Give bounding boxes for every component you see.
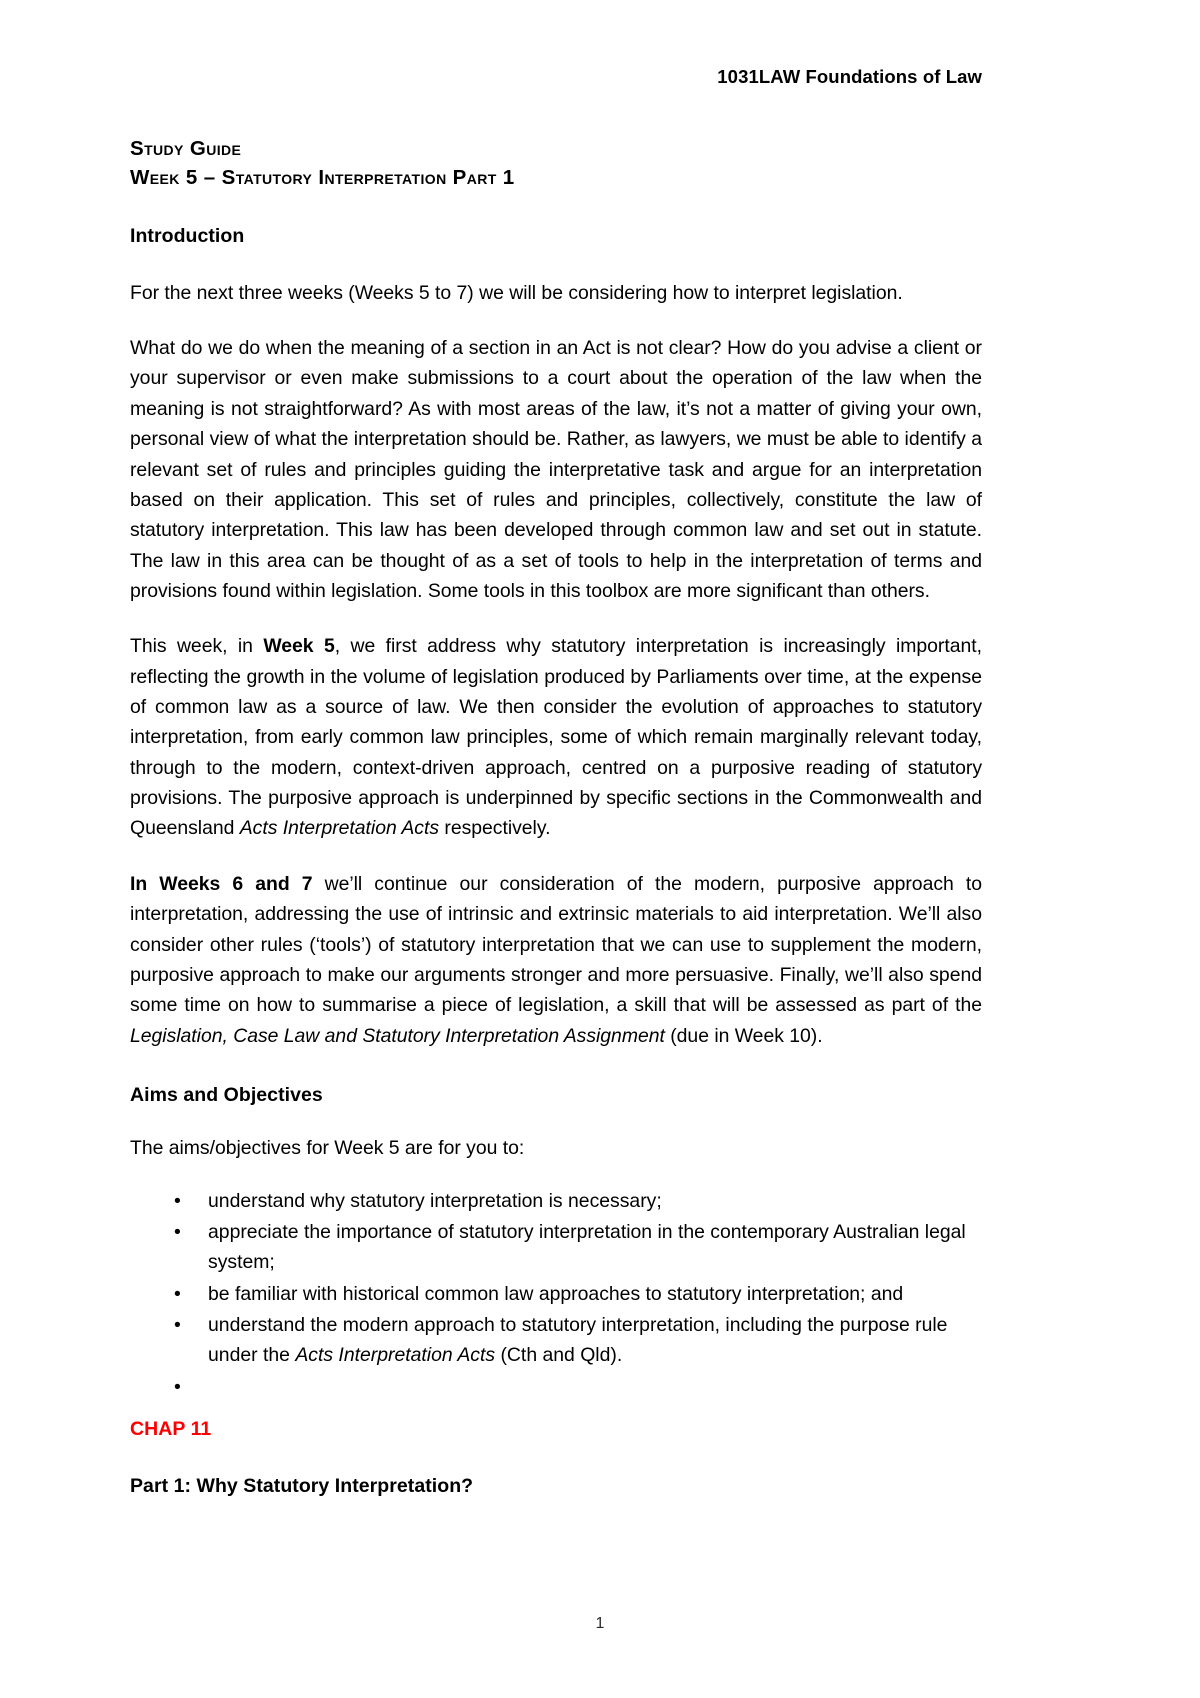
intro-paragraph-4 xyxy=(130,869,982,1051)
intro-paragraph-1: For the next three weeks (Weeks 5 to 7) we will be considering how to interpret legislation. xyxy=(130,281,903,304)
chapter-note: CHAP 11 xyxy=(130,1417,212,1440)
list-item xyxy=(130,1279,982,1309)
p4-segment-4: (due in Week 10). xyxy=(664,1024,823,1047)
list-item-label: understand why statutory interpretation is necessary; xyxy=(208,1189,662,1212)
p4-weeks-bold: In Weeks 6 and 7 xyxy=(130,872,313,895)
heading-introduction: Introduction xyxy=(130,225,245,248)
bullet-icon: • xyxy=(174,1314,181,1337)
list-item-label: be familiar with historical common law approaches to statutory interpretation; and xyxy=(208,1282,904,1305)
p3-segment-1: This week, in xyxy=(130,635,264,658)
list-item-label: appreciate the importance of statutory interpretation in the contemporary Australian legal system; xyxy=(208,1221,966,1274)
heading-aims-and-objectives: Aims and Objectives xyxy=(130,1083,323,1106)
bullet-icon: • xyxy=(174,1189,181,1212)
document-title-block xyxy=(130,134,982,192)
page-number: 1 xyxy=(595,1615,605,1632)
list-item-acts-italic: Acts Interpretation Acts xyxy=(295,1344,496,1367)
heading-part-1: Part 1: Why Statutory Interpretation? xyxy=(130,1475,474,1498)
intro-paragraph-3 xyxy=(130,631,982,844)
p4-segment-2: we’ll continue our consideration of the modern, purposive approach to interpretation, addressing the use of intrinsic and extrinsic materials to aid interpretation. We’ll also consider other rules (‘tools’) of statutory interpretation that we can use to supplement the modern, purposive approach to make our arguments stronger and more persuasive. Finally, we’ll also spend some time on how to summarise a piece of legislation, a skill that will be assessed as part of the xyxy=(130,872,982,1017)
p3-acts-italic: Acts Interpretation Acts xyxy=(239,817,440,840)
p3-segment-5: respectively. xyxy=(439,817,551,840)
aims-list xyxy=(130,1186,982,1398)
list-item-empty xyxy=(130,1372,982,1398)
aims-intro-line: The aims/objectives for Week 5 are for you to: xyxy=(130,1137,525,1160)
p3-week5-bold: Week 5 xyxy=(263,635,335,658)
study-guide-title: Study Guide xyxy=(130,137,242,161)
list-item xyxy=(130,1310,982,1371)
page-content xyxy=(130,66,982,1499)
list-item xyxy=(130,1186,982,1216)
bullet-icon: • xyxy=(174,1282,181,1305)
bullet-icon: • xyxy=(174,1375,181,1398)
running-header: 1031LAW Foundations of Law xyxy=(717,66,982,87)
p4-assignment-italic: Legislation, Case Law and Statutory Interpretation Assignment xyxy=(130,1024,665,1047)
list-item xyxy=(130,1217,982,1278)
p3-segment-3: , we first address why statutory interpretation is increasingly important, reflecting the growth in the volume of legislation produced by Parliaments over time, at the expense of common law as a source of law. We then consider the evolution of approaches to statutory interpretation, from early common law principles, some of which remain marginally relevant today, through to the modern, context-driven approach, centred on a purposive reading of statutory provisions. The purposive approach is underpinned by specific sections in the Commonwealth and Queensland xyxy=(130,635,982,840)
intro-paragraph-2: What do we do when the meaning of a section in an Act is not clear? How do you advise a client or your supervisor or even make submissions to a court about the operation of the law when the meaning is not straightforward? As with most areas of the law, it’s not a matter of giving your own, personal view of what the interpretation should be. Rather, as lawyers, we must be able to identify a relevant set of rules and principles guiding the interpretative task and argue for an interpretation based on their application. This set of rules and principles, collectively, constitute the law of statutory interpretation. This law has been developed through common law and set out in statute. The law in this area can be thought of as a set of tools to help in the interpretation of terms and provisions found within legislation. Some tools in this toolbox are more significant than others. xyxy=(130,337,982,602)
list-item-segment-1: understand the modern approach to statutory interpretation, including the purpose rule under the xyxy=(208,1314,948,1367)
week-title: Week 5 – Statutory Interpretation Part 1 xyxy=(130,166,515,190)
bullet-icon: • xyxy=(174,1221,181,1244)
list-item-segment-3: (Cth and Qld). xyxy=(495,1344,623,1367)
